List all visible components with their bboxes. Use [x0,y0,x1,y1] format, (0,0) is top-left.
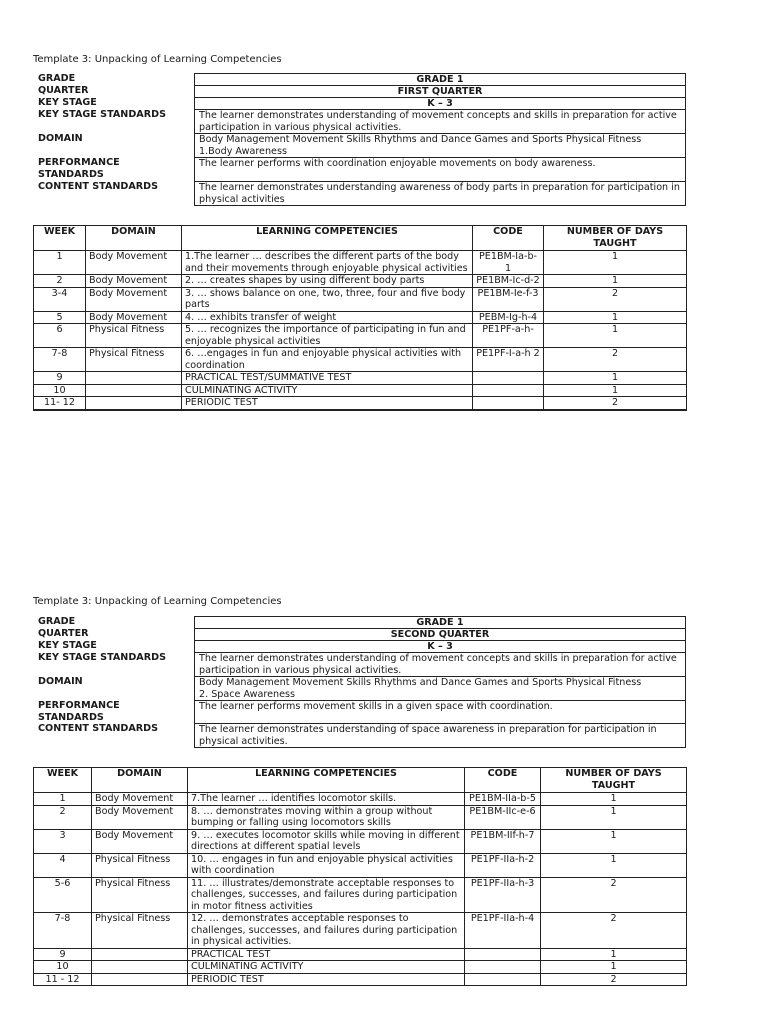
code-cell: PE1PF-IIa-h-2 [465,853,541,877]
week-cell: 11 - 12 [34,973,92,986]
domain-cell: Body Movement [86,287,182,311]
table-row [34,805,687,829]
quarter-value: SECOND QUARTER [194,628,686,640]
col-domain: DOMAIN [92,768,188,793]
competency-cell: PRACTICAL TEST [188,948,465,961]
competencies-table-q1 [33,225,687,411]
domain-cell: Body Movement [92,829,188,853]
competency-cell [182,409,473,410]
domain-value [194,676,686,700]
competency-cell: 3. … shows balance on one, two, three, four and five body parts [182,287,473,311]
grade-value: GRADE 1 [194,616,686,628]
days-cell: 1 [541,805,687,829]
table-row [34,372,687,385]
label-grade: GRADE [38,73,76,84]
week-cell: 1 [34,251,86,275]
week-cell: 3-4 [34,287,86,311]
competency-cell: 8. … demonstrates moving within a group without bumping or falling using locomotors skills [188,805,465,829]
domain-cell: Physical Fitness [86,348,182,372]
label-standards: STANDARDS [38,711,104,723]
code-cell [465,973,541,986]
competency-cell: 10. … engages in fun and enjoyable physical activities with coordination [188,853,465,877]
days-cell: 1 [544,384,687,397]
code-cell: PE1BM-IIf-h-7 [465,829,541,853]
days-cell: 1 [544,275,687,288]
code-cell: PE1BM-IIc-e-6 [465,805,541,829]
col-days: NUMBER OF DAYS TAUGHT [541,768,687,793]
week-cell: 9 [34,372,86,385]
code-cell: PE1PF-IIa-h-4 [465,913,541,949]
table-row [34,384,687,397]
label-content-standards: CONTENT STANDARDS [38,181,159,192]
days-cell: 2 [544,348,687,372]
table-row [34,275,687,288]
days-cell: 1 [541,829,687,853]
table-row [34,324,687,348]
competency-cell: PERIODIC TEST [188,973,465,986]
code-cell [473,409,544,410]
code-cell: PE1BM-Ie-f-3 [473,287,544,311]
table-row [34,348,687,372]
label-content-standards: CONTENT STANDARDS [38,723,159,734]
competency-cell: 2. … creates shapes by using different body parts [182,275,473,288]
competency-cell: 5. … recognizes the importance of participating in fun and enjoyable physical activities [182,324,473,348]
code-cell: PE1PF-a-h- [473,324,544,348]
label-performance: PERFORMANCE [38,700,120,711]
code-cell: PE1PF-IIa-h-3 [465,877,541,913]
competency-cell: 4. … exhibits transfer of weight [182,311,473,324]
domain-cell: Physical Fitness [92,913,188,949]
label-key-stage: KEY STAGE [38,97,97,108]
days-cell: 2 [544,287,687,311]
competency-cell: 1.The learner … describes the different parts of the body and their movements through enjoyable physical activities [182,251,473,275]
days-cell: 2 [544,397,687,410]
week-cell: 9 [34,948,92,961]
code-cell [473,384,544,397]
label-quarter: QUARTER [38,85,89,96]
table-row [34,287,687,311]
days-cell: 1 [544,251,687,275]
table-row [34,829,687,853]
key-stage-standards-value: The learner demonstrates understanding of movement concepts and skills in preparation for active participation in various physical activities. [194,109,686,133]
label-performance-standards [38,700,196,723]
label-domain: DOMAIN [38,676,83,687]
content-standards-value: The learner demonstrates understanding awareness of body parts in preparation for participation in physical activities [194,181,686,206]
code-cell: PE1BM-Ic-d-2 [473,275,544,288]
week-cell: 3 [34,829,92,853]
domain-line-2: 1.Body Awareness [199,145,287,157]
table-row [34,409,687,410]
table-row [34,973,687,986]
week-cell: 6 [34,324,86,348]
domain-cell [92,961,188,974]
domain-cell [86,409,182,410]
competency-cell: CULMINATING ACTIVITY [182,384,473,397]
week-cell: 11- 12 [34,397,86,410]
days-cell: 1 [544,311,687,324]
domain-cell: Physical Fitness [86,324,182,348]
domain-cell: Body Movement [86,251,182,275]
col-days: NUMBER OF DAYS TAUGHT [544,226,687,251]
label-performance: PERFORMANCE [38,157,120,168]
col-competencies: LEARNING COMPETENCIES [188,768,465,793]
template-title-q2: Template 3: Unpacking of Learning Competencies [33,596,282,607]
competency-cell: PERIODIC TEST [182,397,473,410]
week-cell: 10 [34,384,86,397]
competency-cell: 7.The learner … identifies locomotor skills. [188,793,465,806]
code-cell: PE1BM-IIa-b-5 [465,793,541,806]
domain-cell: Body Movement [92,805,188,829]
competency-cell: 6. …engages in fun and enjoyable physical activities with coordination [182,348,473,372]
domain-line-2: 2. Space Awareness [199,688,296,700]
key-stage-value: K – 3 [194,97,686,109]
table-row [34,913,687,949]
domain-cell: Body Movement [92,793,188,806]
domain-cell [92,973,188,986]
label-key-stage: KEY STAGE [38,640,97,651]
domain-line-1: Body Management Movement Skills Rhythms and Dance Games and Sports Physical Fitness [199,677,642,688]
quarter-value: FIRST QUARTER [194,85,686,97]
col-week: WEEK [34,768,92,793]
col-domain: DOMAIN [86,226,182,251]
label-quarter: QUARTER [38,628,89,639]
table-row [34,853,687,877]
label-grade: GRADE [38,616,76,627]
key-stage-value: K – 3 [194,640,686,652]
days-cell: 2 [541,913,687,949]
label-key-stage-standards: KEY STAGE STANDARDS [38,652,166,663]
code-cell [473,372,544,385]
competency-cell: 12. … demonstrates acceptable responses to challenges, successes, and failures during participation in physical activities. [188,913,465,949]
table-row [34,961,687,974]
domain-line-1: Body Management Movement Skills Rhythms and Dance Games and Sports Physical Fitness [199,134,642,145]
days-cell: 1 [541,948,687,961]
code-cell: PEBM-Ig-h-4 [473,311,544,324]
col-code: CODE [465,768,541,793]
days-cell: 1 [541,961,687,974]
template-title-q1: Template 3: Unpacking of Learning Competencies [33,54,282,65]
days-cell: 1 [544,372,687,385]
competency-cell: 11. … illustrates/demonstrate acceptable responses to challenges, successes, and failures during participation in motor fitness activities [188,877,465,913]
week-cell: 1 [34,793,92,806]
code-cell [473,397,544,410]
code-cell: PE1BM-Ia-b-1 [473,251,544,275]
domain-cell: Body Movement [86,311,182,324]
performance-standards-value: The learner performs movement skills in a given space with coordination. [194,700,686,723]
domain-cell [86,372,182,385]
days-cell: 2 [541,877,687,913]
week-cell: 5 [34,311,86,324]
week-cell: 7-8 [34,913,92,949]
code-cell [465,948,541,961]
table-row [34,877,687,913]
domain-cell: Physical Fitness [92,877,188,913]
performance-standards-value: The learner performs with coordination enjoyable movements on body awareness. [194,157,686,181]
domain-cell [86,384,182,397]
week-cell: 2 [34,275,86,288]
days-cell: 2 [541,973,687,986]
col-competencies: LEARNING COMPETENCIES [182,226,473,251]
label-standards: STANDARDS [38,168,104,180]
week-cell: 10 [34,961,92,974]
label-performance-standards [38,157,196,180]
week-cell: 4 [34,853,92,877]
col-code: CODE [473,226,544,251]
table-header-row [34,768,687,793]
competency-cell: 9. … executes locomotor skills while moving in different directions at different spatial levels [188,829,465,853]
domain-cell: Physical Fitness [92,853,188,877]
competency-cell: PRACTICAL TEST/SUMMATIVE TEST [182,372,473,385]
domain-cell: Body Movement [86,275,182,288]
domain-cell [86,397,182,410]
table-row [34,793,687,806]
table-header-row [34,226,687,251]
content-standards-value: The learner demonstrates understanding of space awareness in preparation for participation in physical activities. [194,723,686,748]
domain-value [194,133,686,157]
table-row [34,397,687,410]
code-cell: PE1PF-I-a-h 2 [473,348,544,372]
days-cell: 1 [541,853,687,877]
days-cell [544,409,687,410]
week-cell: 2 [34,805,92,829]
label-key-stage-standards: KEY STAGE STANDARDS [38,109,166,120]
code-cell [465,961,541,974]
week-cell [34,409,86,410]
table-row [34,311,687,324]
key-stage-standards-value: The learner demonstrates understanding of movement concepts and skills in preparation for active participation in various physical activities. [194,652,686,676]
competency-cell: CULMINATING ACTIVITY [188,961,465,974]
table-row [34,251,687,275]
week-cell: 7-8 [34,348,86,372]
week-cell: 5-6 [34,877,92,913]
grade-value: GRADE 1 [194,73,686,85]
competencies-table-q2 [33,767,687,986]
col-week: WEEK [34,226,86,251]
days-cell: 1 [544,324,687,348]
label-domain: DOMAIN [38,133,83,144]
days-cell: 1 [541,793,687,806]
domain-cell [92,948,188,961]
table-row [34,948,687,961]
